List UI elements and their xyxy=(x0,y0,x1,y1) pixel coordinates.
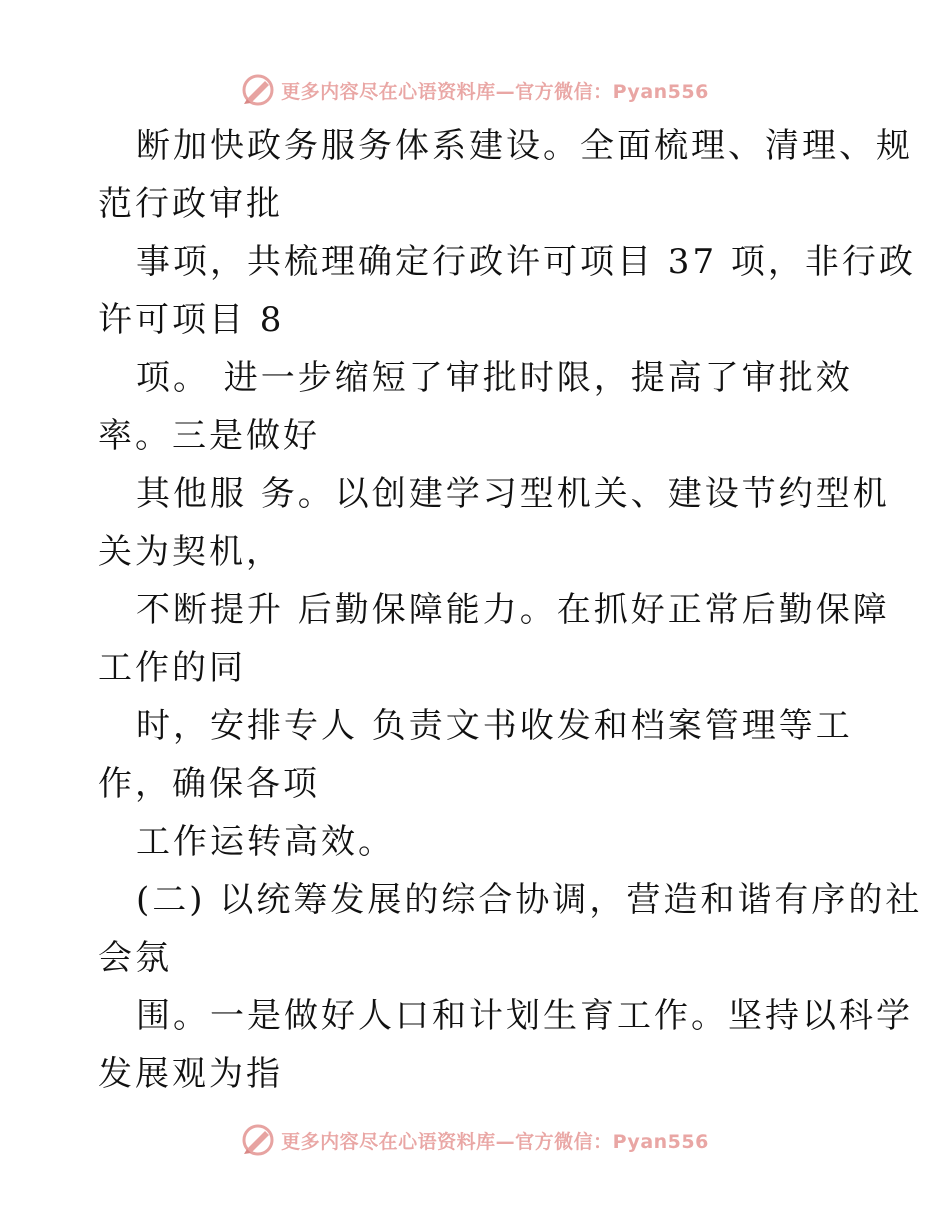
watermark-text: 更多内容尽在心语资料库—官方微信：Pyan556 xyxy=(281,1130,709,1153)
header-watermark xyxy=(0,70,950,110)
text-line: 许可项目 8 xyxy=(98,300,285,340)
pen-logo-icon xyxy=(241,1123,275,1157)
text-line: 其他服 务。以创建学习型机关、建设节约型机 xyxy=(136,474,890,514)
document-body xyxy=(98,117,923,1103)
text-line: (二) 以统筹发展的综合协调，营造和谐有序的社 xyxy=(136,880,923,920)
text-line: 作，确保各项 xyxy=(98,764,320,804)
text-line: 围。一是做好人口和计划生育工作。坚持以科学 xyxy=(136,996,913,1036)
text-line: 工作运转高效。 xyxy=(136,822,395,862)
text-line: 项。 进一步缩短了审批时限，提高了审批效 xyxy=(136,358,853,398)
text-line: 断加快政务服务体系建设。全面梳理、清理、规 xyxy=(136,126,913,166)
text-line: 工作的同 xyxy=(98,648,246,688)
text-line: 率。三是做好 xyxy=(98,416,320,456)
text-line: 不断提升 后勤保障能力。在抓好正常后勤保障 xyxy=(136,590,890,630)
watermark-text: 更多内容尽在心语资料库—官方微信：Pyan556 xyxy=(281,80,709,103)
text-line: 范行政审批 xyxy=(98,184,283,224)
footer-watermark xyxy=(0,1120,950,1160)
text-line: 事项，共梳理确定行政许可项目 37 项，非行政 xyxy=(136,242,916,282)
text-line: 关为契机， xyxy=(98,532,283,572)
text-line: 会氛 xyxy=(98,938,172,978)
text-line: 发展观为指 xyxy=(98,1054,283,1094)
pen-logo-icon xyxy=(241,73,275,107)
text-line: 时，安排专人 负责文书收发和档案管理等工 xyxy=(136,706,853,746)
